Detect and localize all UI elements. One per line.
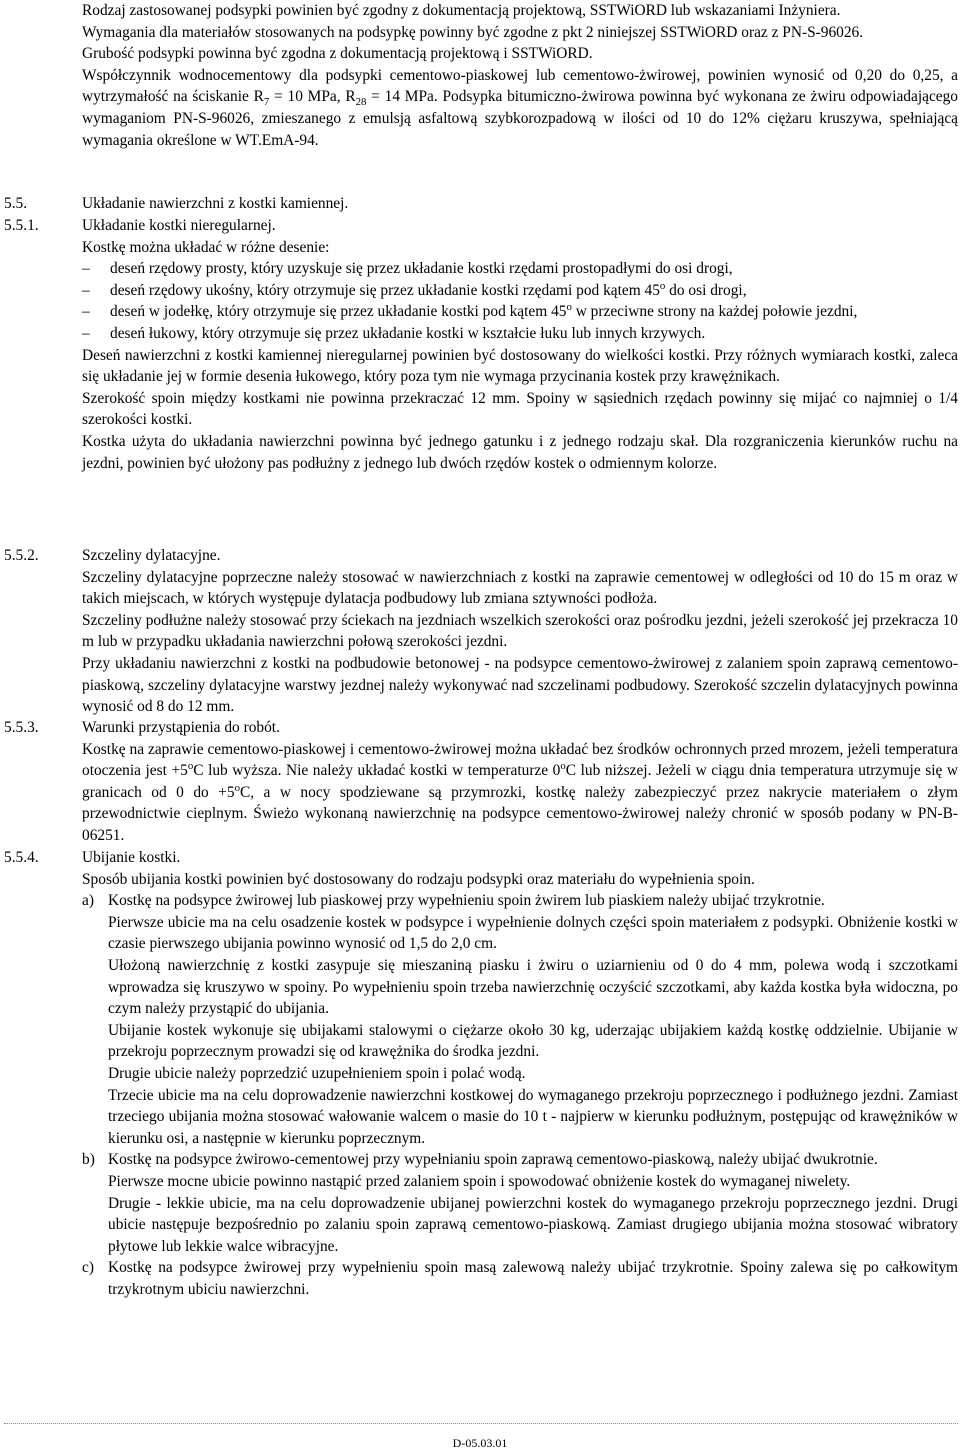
section-5-5-3 [82,717,958,847]
list-paragraph: Ubijanie kostek wykonuje się ubijakami stalowymi o ciężarze około 30 kg, uderzając ubijakiem każdą kostkę oddzielnie. Ubijanie w przekroju poprzecznym prowadzi się od krawężnika do środka jezdni. [108,1021,958,1061]
section-5-5-4 [82,847,958,1300]
paragraph-kostka-gatunek: Kostka użyta do układania nawierzchni powinna być jednego gatunku i z jednego rodzaju skał. Dla rozgraniczenia kierunków ruchu na jezdni, powinien być ułożony pas podłużny z jednego lub dwóch rzędów kostek o odmiennym kolorze. [82,432,958,472]
list-item: – deseń rzędowy ukośny, który otrzymuje się przez układanie kostki rzędami pod kątem 45$^o$ do osi drogi, [82,280,958,302]
section-title-5-5-4: Ubijanie kostki. [82,849,181,866]
list-paragraph: Kostkę na podsypce żwirowej przy wypełnieniu spoin masą zalewową należy ubijać trzykrotnie. Spoiny zalewa się po całkowitym trzykrotnym ubiciu nawierzchni. [108,1259,958,1298]
list-item: – deseń łukowy, który otrzymuje się przez układanie kostki w kształcie łuku lub innych krzywych. [82,323,958,345]
paragraph-podbudowa-betonowa: Przy układaniu nawierzchni z kostki na podbudowie betonowej - na podsypce cementowo-żwirowej z zalaniem spoin zaprawą cementowo-piaskową, szczeliny dylatacyjne warstwy jezdnej należy wykonywać nad szczelinami podbudowy. Szerokość szczelin dylatacyjnych powinna wynosić od 8 do 12 mm. [82,654,958,716]
list-paragraph: Pierwsze ubicie ma na celu osadzenie kostek w podsypce i wypełnienie dolnych części spoin materiałem z podsypki. Obniżenie kostki w czasie pierwszego ubijania powinno wynosić od 1,5 do 2,0 cm. [108,913,958,953]
dash-bullet: – [82,260,90,278]
list-paragraph: Trzecie ubicie ma na celu doprowadzenie nawierzchni kostkowej do wymaganego przekroju poprzecznego i podłużnego jezdni. Zamiast trzeciego ubijania można stosować wałowanie walcem o masie do 10 t - najpierw w kierunku podłużnym, postępując od krawężników w kierunku osi, a następnie w kierunku poprzecznym. [108,1086,958,1147]
section-number-5-5-1: 5.5.1. [4,217,39,234]
list-marker: a) [82,892,94,910]
dash-bullet: – [82,324,90,342]
section-title-5-5-2: Szczeliny dylatacyjne. [82,547,221,564]
paragraph-desen-nawierzchni: Deseń nawierzchni z kostki kamiennej nieregularnej powinien być dostosowany do wielkości kostki. Przy różnych wymiarach kostki, zaleca się układanie jej w formie desenia łukowego, który poza tym nie wymaga przycinania kostek przy krawężnikach. [82,346,958,386]
paragraph-podsypka-wymagania: Wymagania dla materiałów stosowanych na podsypkę powinny być zgodne z pkt 2 niniejszej SSTWiORD oraz z PN-S-96026. [82,23,864,41]
section-5-5-2 [82,545,958,718]
paragraph-szerokosc-spoin: Szerokość spoin między kostkami nie powinna przekraczać 12 mm. Spoiny w sąsiednich rzędach powinny się mijać co najmniej o 1/4 szerokości kostki. [82,389,958,429]
list-item: – deseń w jodełkę, który otrzymuje się przez układanie kostki pod kątem 45$^o$ w przeciwne strony na każdej połowie jezdni, [82,301,958,323]
footer-divider [4,1423,958,1424]
footer-document-code: D-05.03.01 [452,1436,508,1450]
list-item-b [82,1149,958,1257]
section-title-5-5: Układanie nawierzchni z kostki kamiennej. [82,195,349,212]
list-paragraph: Pierwsze mocne ubicie powinno nastąpić przed zalaniem spoin i spowodować obniżenie kostek do wymaganej niwelety. [108,1172,851,1190]
dash-bullet: – [82,281,90,299]
list-paragraph: Ułożoną nawierzchnię z kostki zasypuje się mieszaniną piasku i żwiru o uziarnieniu od 0 do 4 mm, polewa wodą i szczotkami wprowadza się kruszywo w spoiny. Po wypełnieniu spoin trzeba nawierzchnię oczyścić szczotkami, aby każda kostka była widoczna, po czym należy przystąpić do ubijania. [108,956,958,1018]
paragraph-desenie-intro: Kostkę można układać w różne desenie: [82,238,330,256]
dash-bullet: – [82,303,90,321]
list-paragraph: Drugie - lekkie ubicie, ma na celu doprowadzenie ubijanej powierzchni kostek do wymaganego przekroju poprzecznego jezdni. Drugi ubicie następuje bezpośrednio po zalaniu spoin zaprawą cementowo-piaskową. Zamiast drugiego ubijania można stosować wibratory płytowe lub lekkie walce wibracyjne. [108,1194,958,1255]
paragraph-sposob-ubijania: Sposób ubijania kostki powinien być dostosowany do rodzaju podsypki oraz materiału do wypełnienia spoin. [82,870,755,888]
list-item: – deseń rzędowy prosty, który uzyskuje się przez układanie kostki rzędami prostopadłymi do osi drogi, [82,258,958,280]
section-title-5-5-3: Warunki przystąpienia do robót. [82,719,280,736]
paragraph-podsypka-rodzaj: Rodzaj zastosowanej podsypki powinien być zgodny z dokumentacją projektową, SSTWiORD lub wskazaniami Inżyniera. [82,2,841,19]
section-title-5-5-1: Układanie kostki nieregularnej. [82,217,276,234]
list-marker: b) [82,1151,95,1169]
list-paragraph: Drugie ubicie należy poprzedzić uzupełnieniem spoin i polać wodą. [108,1064,526,1082]
paragraph-wspolczynnik: Współczynnik wodnocementowy dla podsypki cementowo-piaskowej lub cementowo-żwirowej, powinien wynosić od 0,20 do 0,25, a wytrzymałość na ściskanie $R_7 = 10$ MPa, $R_{28} = 14$ MPa. Podsypka bitumiczno-żwirowa powinna być wykonana ze żwiru odpowiadającego wymaganiom PN-S-96026, zmieszanego z emulsją asfaltową szybkorozpadową w ilości od 10 do 12% ciężaru kruszywa, spełniającą wymagania określone w WT.EmA-94. [82,66,958,149]
section-number-5-5: 5.5. [4,195,28,212]
section-number-5-5-2: 5.5.2. [4,547,39,564]
section-5-5-1 [82,215,958,474]
section-number-5-5-4: 5.5.4. [4,849,39,866]
list-marker: c) [82,1259,94,1277]
list-paragraph: Kostkę na podsypce żwirowo-cementowej przy wypełnianiu spoin zaprawą cementowo-piaskową, należy ubijać dwukrotnie. [108,1151,878,1169]
paragraph-warunki-temperatura: Kostkę na zaprawie cementowo-piaskowej i cementowo-żwirowej można układać bez środków ochronnych przed mrozem, jeżeli temperatura otoczenia jest $+5^oC$ lub wyższa. Nie należy układać kostki w temperaturze 0$^o$C lub niższej. Jeżeli w ciągu dnia temperatura utrzymuje się w granicach od 0 do $+5^oC$, a w nocy spodziewane są przymrozki, kostkę należy zabezpieczyć przez nakrycie materiałem o złym przewodnictwie cieplnym. Świeżo wykonaną nawierzchnię na podsypce cementowo-żwirowej należy chronić w sposób podany w PN-B-06251. [82,740,959,844]
paragraph-szczeliny-poprzeczne: Szczeliny dylatacyjne poprzeczne należy stosować w nawierzchniach z kostki na zaprawie cementowej w odległości od 10 do 15 m oraz w takich miejscach, w których występuje dylatacja podbudowy lub zmiana sztywności podłoża. [82,568,958,608]
paragraph-podsypka-grubosc: Grubość podsypki powinna być zgodna z dokumentacją projektową i SSTWiORD. [82,45,593,63]
top-section [82,0,958,151]
section-number-5-5-3: 5.5.3. [4,719,39,736]
paragraph-szczeliny-podluzne: Szczeliny podłużne należy stosować przy ściekach na jezdniach wszelkich szerokości oraz pośrodku jezdni, jeżeli szerokość jej przekracza 10 m lub w przypadku układania nawierzchni połową szerokości jezdni. [82,611,958,651]
list-paragraph: Kostkę na podsypce żwirowej lub piaskowej przy wypełnieniu spoin żwirem lub piaskiem należy ubijać trzykrotnie. [108,892,825,910]
list-item-c [82,1257,958,1300]
list-item-a [82,890,958,1149]
